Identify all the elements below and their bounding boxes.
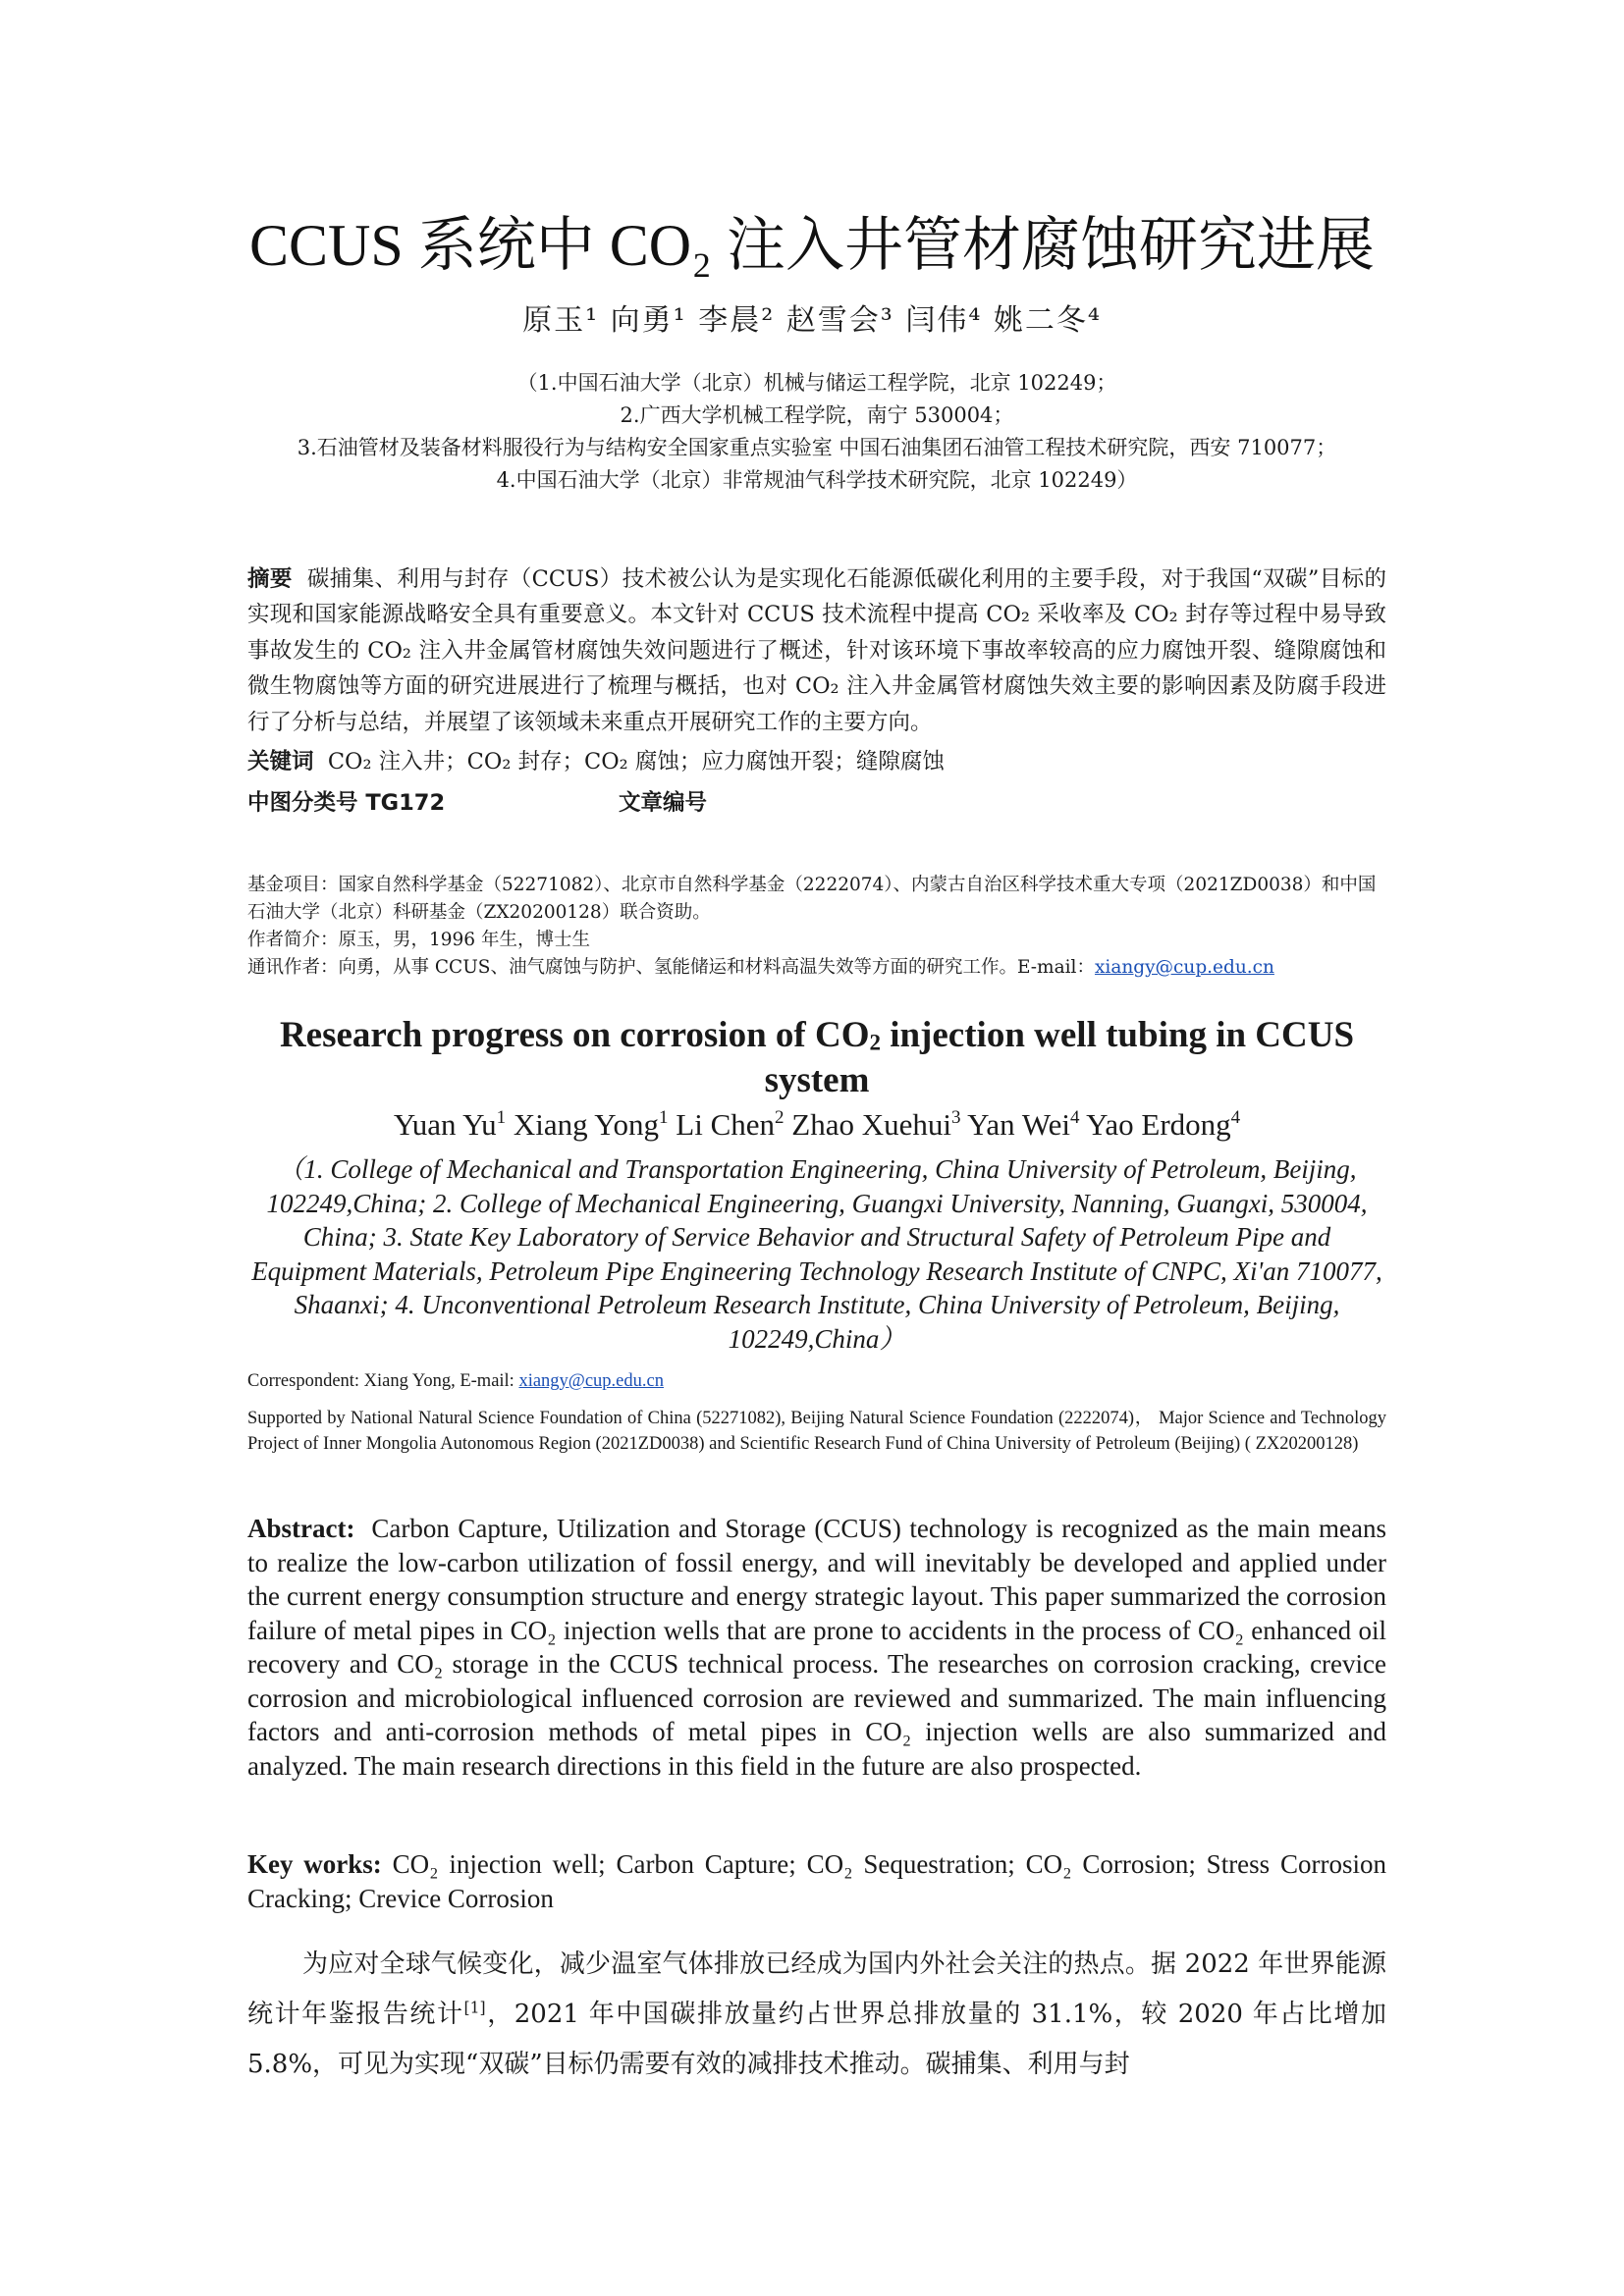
author-bio: 作者简介：原玉，男，1996 年生，博士生: [247, 930, 590, 950]
abstract-en-label: Abstract:: [247, 1514, 355, 1543]
author-en: Zhao Xuehui$^3$: [791, 1107, 961, 1142]
affiliation-cn-2: 2.广西大学机械工程学院，南宁 530004；: [620, 403, 1014, 427]
correspondent-en: Correspondent: Xiang Yong, E-mail: xiangy@cup.edu.cn: [247, 1371, 664, 1391]
author-en: Xiang Yong$^1$: [513, 1107, 669, 1142]
abstract-en-text: Carbon Capture, Utilization and Storage (CCUS) technology is recognized as the main means to realize the low-carbon utilization of fossil energy, and will inevitably be developed and applied under the current energy consumption structure and energy strategic layout. This paper summarized the corrosion failure of metal pipes in CO₂ injection wells that are prone to accidents in the process of CO₂ enhanced oil recovery and CO₂ storage in the CCUS technical process. The researches on corrosion cracking, crevice corrosion and microbiological influenced corrosion are reviewed and summarized. The main influencing factors and anti-corrosion methods of metal pipes in CO₂ injection wells are also summarized and analyzed. The main research directions in this field in the future are also prospected.: [247, 1514, 1386, 1781]
support-note-en: Supported by National Natural Science Foundation of China (52271082), Beijing Natural Science Foundation (2222074)， Major Science and Technology Project of Inner Mongolia Autonomous Region (2021ZD0038) and Scientific Research Fund of China University of Petroleum (Beijing) ( ZX20200128): [247, 1409, 1386, 1454]
corresponding-author-cn: 通讯作者：向勇，从事 CCUS、油气腐蚀与防护、氢能储运和材料高温失效等方面的研究工作。E-mail：xiangy@cup.edu.cn: [247, 957, 1274, 978]
author-en: Li Chen$^2$: [676, 1107, 785, 1142]
abstract-en: [247, 1512, 1386, 1783]
affiliations-cn: [247, 367, 1386, 497]
author-en: Yan Wei$^4$: [967, 1107, 1080, 1142]
email-link-en[interactable]: xiangy@cup.edu.cn: [518, 1371, 664, 1391]
keywords-en: [247, 1847, 1386, 1915]
citation-ref[interactable]: [1]: [463, 1999, 486, 2017]
affiliation-cn-1: （1.中国石油大学（北京）机械与储运工程学院，北京 102249；: [516, 371, 1117, 395]
abstract-cn-text: 碳捕集、利用与封存（CCUS）技术被公认为是实现化石能源低碳化利用的主要手段，对于我国“双碳”目标的实现和国家能源战略安全具有重要意义。本文针对 CCUS 技术流程中提高 CO₂ 采收率及 CO₂ 封存等过程中易导致事故发生的 CO₂ 注入井金属管材腐蚀失效问题进行了概述，针对该环境下事故率较高的应力腐蚀开裂、缝隙腐蚀和微生物腐蚀等方面的研究进展进行了梳理与概括，也对 CO₂ 注入井金属管材腐蚀失效主要的影响因素及防腐手段进行了分析与总结，并展望了该领域未来重点开展研究工作的主要方向。: [247, 566, 1386, 735]
abstract-cn-label: 摘要: [247, 566, 293, 592]
authors-en: [247, 1105, 1386, 1145]
keywords-en-text: CO₂ injection well; Carbon Capture; CO₂ Sequestration; CO₂ Corrosion; Stress Corrosion Cracking; Crevice Corrosion: [247, 1849, 1387, 1913]
classification-row: [247, 785, 1386, 821]
affiliation-cn-4: 4.中国石油大学（北京）非常规油气科学技术研究院，北京 102249）: [496, 468, 1138, 492]
keywords-cn: [247, 744, 1386, 779]
clc-number: 中图分类号 TG172: [247, 790, 446, 816]
affiliations-en: （1. College of Mechanical and Transportation Engineering, China University of Petroleum, Beijing, 102249,China; 2. College of Mechanical Engineering, Guangxi University, Nanning, Guangxi, 530004, China; 3. State Key Laboratory of Service Behavior and Structural Safety of Petroleum Pipe and Equipment Materials, Petroleum Pipe Engineering Technology Research Institute of CNPC, Xi'an 710077, Shaanxi; 4. Unconventional Petroleum Research Institute, China University of Petroleum, Beijing, 102249,China）: [251, 1154, 1382, 1354]
email-link-cn[interactable]: xiangy@cup.edu.cn: [1094, 957, 1274, 978]
affiliation-cn-3: 3.石油管材及装备材料服役行为与结构安全国家重点实验室 中国石油集团石油管工程技术研究院，西安 710077；: [297, 436, 1337, 459]
article-number-label: 文章编号: [619, 790, 708, 816]
abstract-cn: [247, 561, 1386, 740]
author-en: Yuan Yu$^1$: [393, 1107, 507, 1142]
author-en: Yao Erdong$^4$: [1086, 1107, 1241, 1142]
footnote-cn: [247, 872, 1386, 982]
keywords-cn-label: 关键词: [247, 749, 314, 774]
keywords-en-label: Key works:: [247, 1849, 382, 1879]
keywords-cn-text: CO₂ 注入井；CO₂ 封存；CO₂ 腐蚀；应力腐蚀开裂；缝隙腐蚀: [327, 749, 945, 774]
authors-cn: 原玉¹ 向勇¹ 李晨² 赵雪会³ 闫伟⁴ 姚二冬⁴: [522, 303, 1102, 338]
body-paragraph: 为应对全球气候变化，减少温室气体排放已经成为国内外社会关注的热点。据 2022 年世界能源统计年鉴报告统计[1]，2021 年中国碳排放量约占世界总排放量的 31.1%，较 2020 年占比增加 5.8%，可见为实现“双碳”目标仍需要有效的减排技术推动。碳捕集、利用与封: [247, 1949, 1386, 2079]
paper-title-en: Research progress on corrosion of $CO_2$ injection well tubing in CCUS system: [279, 1015, 1355, 1100]
paper-title-cn: CCUS 系统中 CO₂ 注入井管材腐蚀研究进展: [248, 213, 1375, 278]
funding-note: 基金项目：国家自然科学基金（52271082）、北京市自然科学基金（2222074）、内蒙古自治区科学技术重大专项（2021ZD0038）和中国石油大学（北京）科研基金（ZX20200128）联合资助。: [247, 875, 1377, 923]
